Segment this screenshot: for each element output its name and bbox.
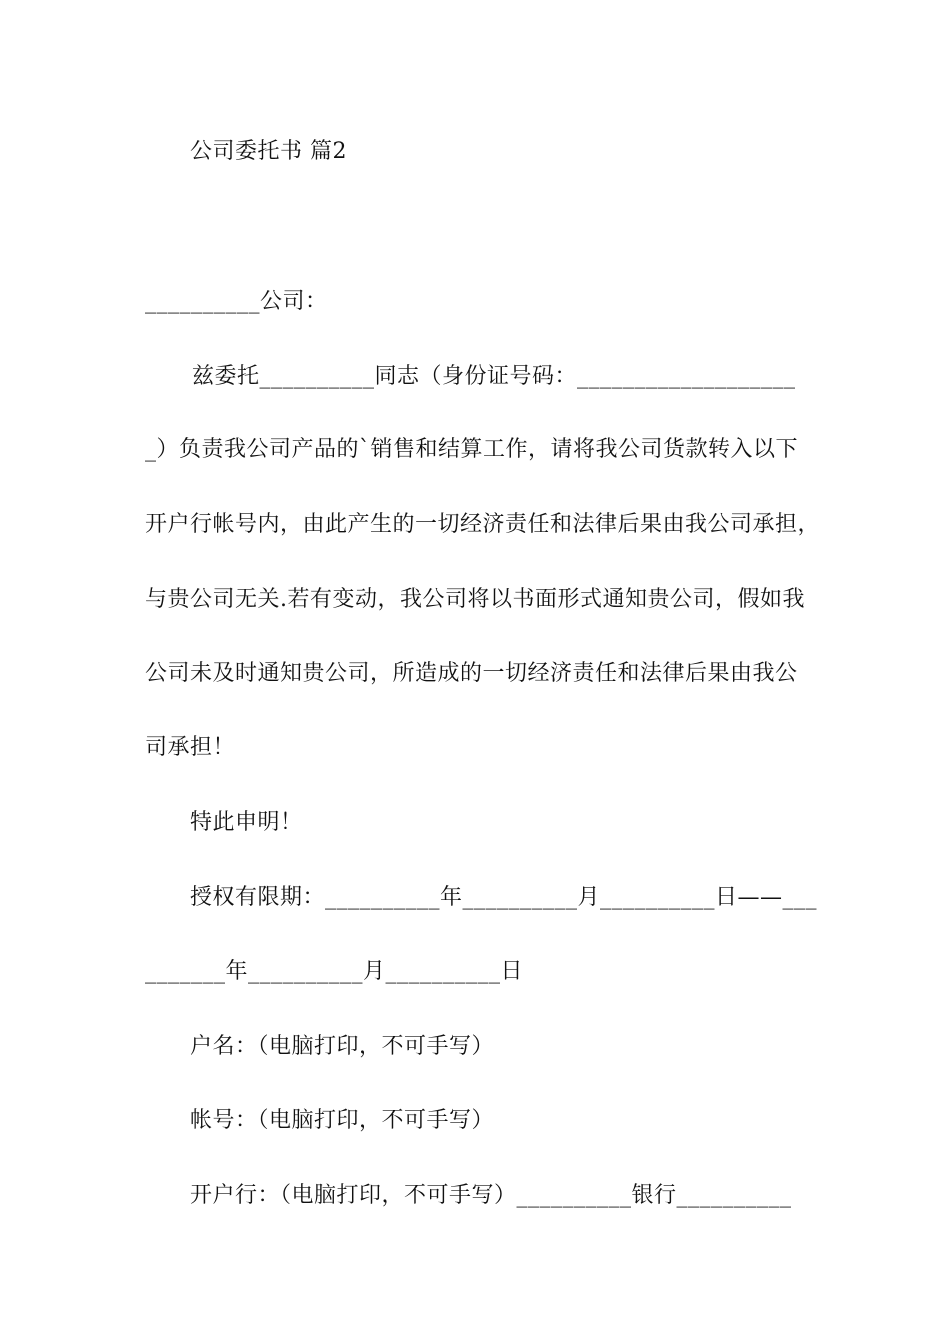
bank-line: 开户行：（电脑打印，不可手写）__________银行__________ <box>190 1183 792 1208</box>
body-line-4: 与贵公司无关.若有变动，我公司将以书面形式通知贵公司，假如我 <box>145 587 805 612</box>
body-line-1: 兹委托__________同志（身份证号码：___________________ <box>192 364 796 389</box>
declaration-line: 特此申明！ <box>190 810 303 835</box>
document-heading: 公司委托书 篇2 <box>190 139 347 164</box>
account-name-line: 户名：（电脑打印，不可手写） <box>190 1034 495 1059</box>
body-line-6: 司承担！ <box>145 735 236 760</box>
body-line-5: 公司未及时通知贵公司，所造成的一切经济责任和法律后果由我公 <box>145 661 798 686</box>
authorization-period-line-1: 授权有限期：__________年__________月__________日——___ <box>190 885 818 910</box>
account-number-line: 帐号：（电脑打印，不可手写） <box>190 1108 495 1133</box>
addressee-line: __________公司： <box>145 289 328 314</box>
body-line-3: 开户行帐号内，由此产生的一切经济责任和法律后果由我公司承担， <box>145 512 821 537</box>
body-line-2: _）负责我公司产品的`销售和结算工作，请将我公司货款转入以下 <box>145 437 799 462</box>
authorization-period-line-2: _______年__________月__________日 <box>145 959 524 984</box>
